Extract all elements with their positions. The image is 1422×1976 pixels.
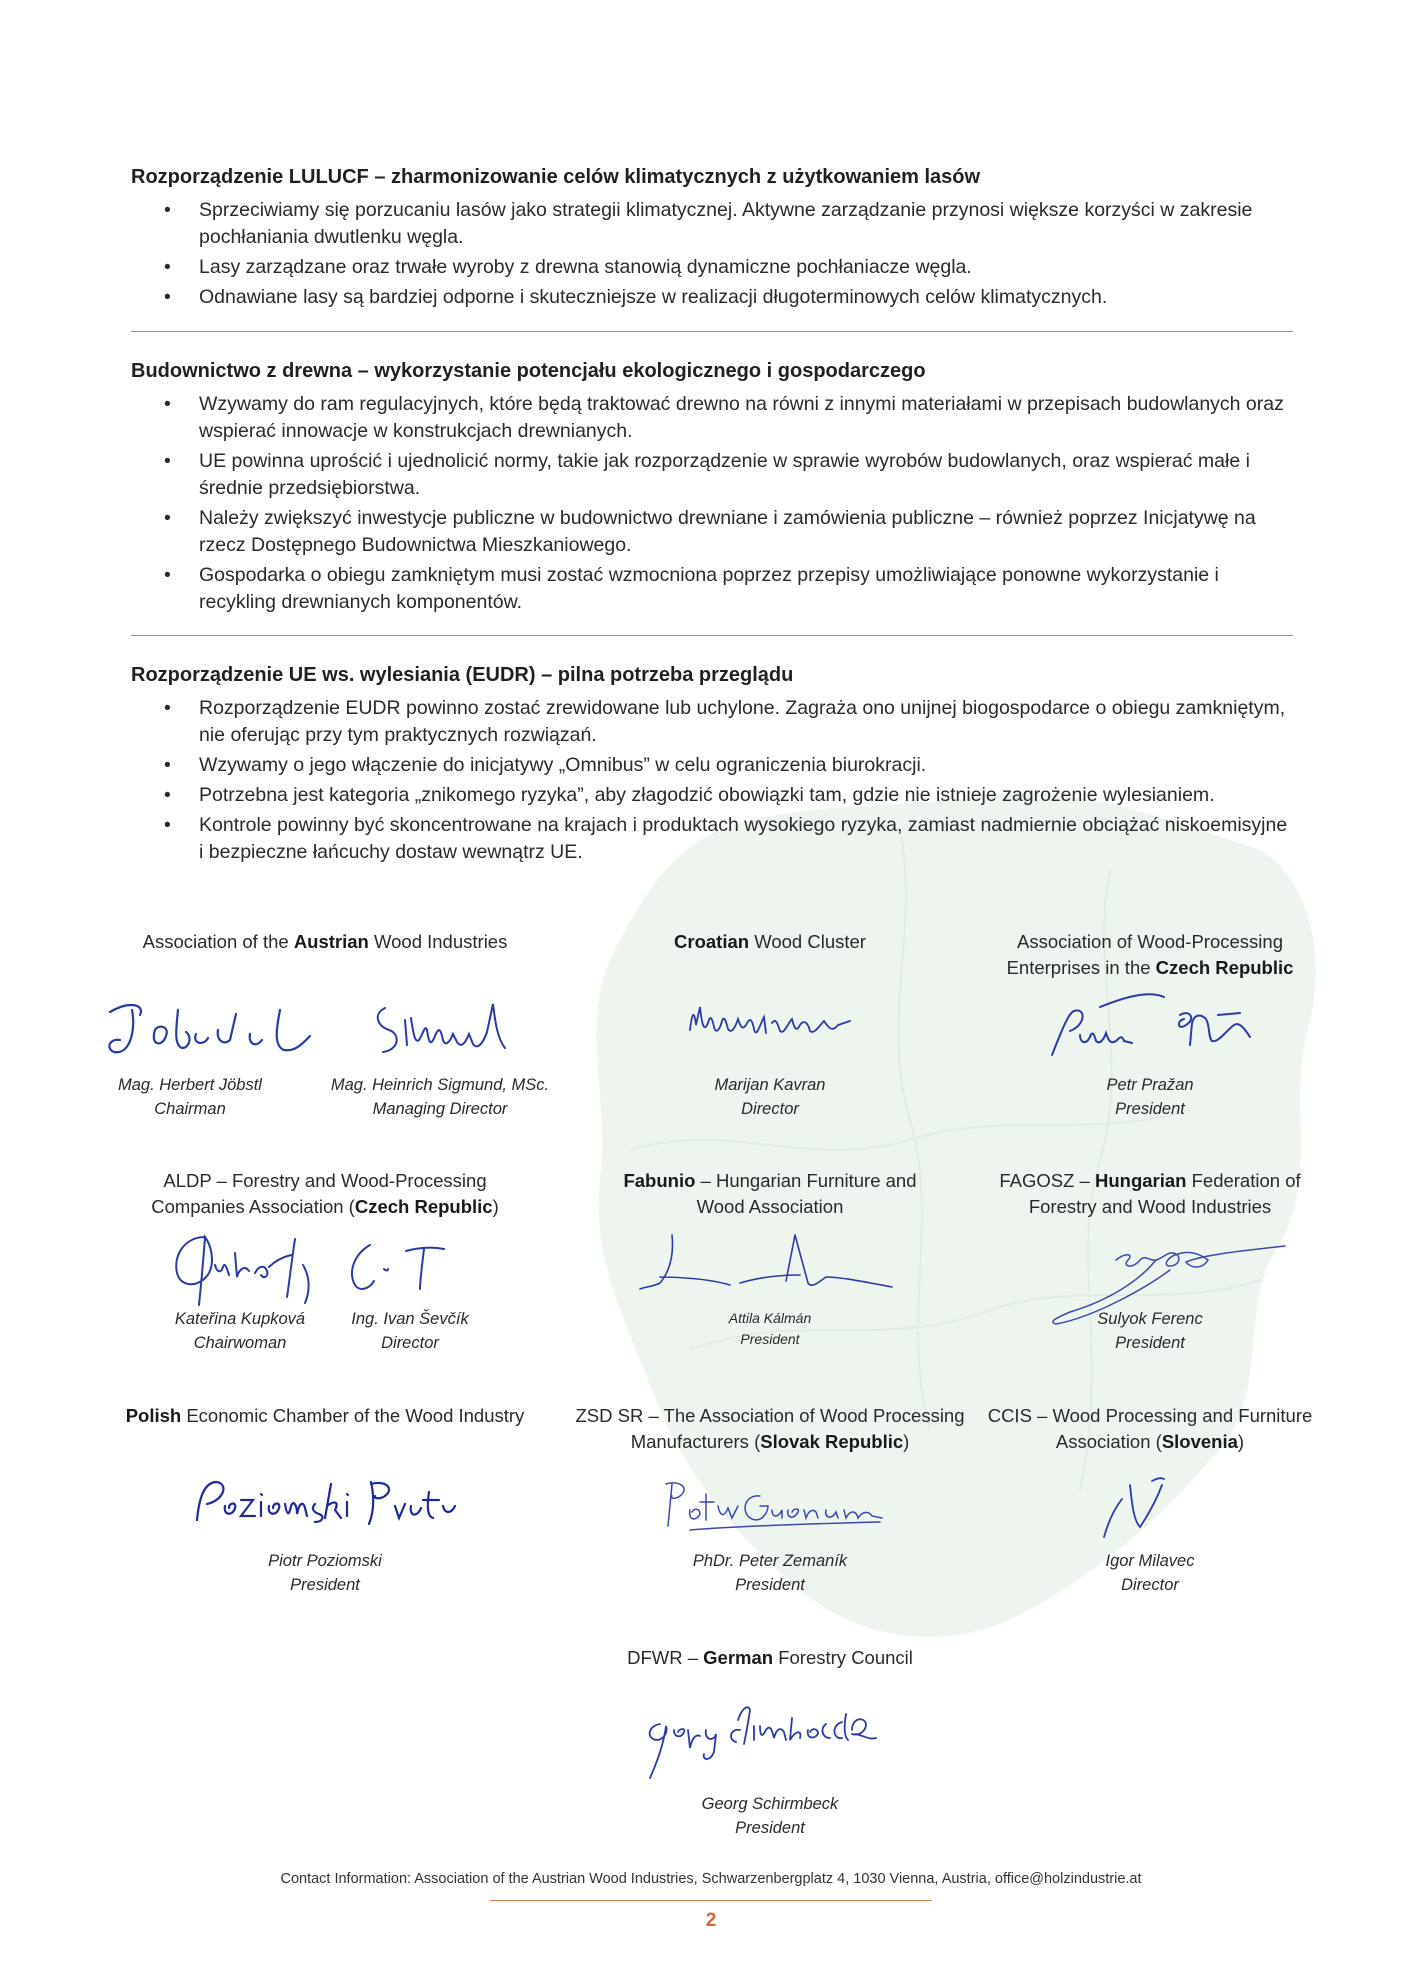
list-item: • Rozporządzenie EUDR powinno zostać zrewidowane lub uchylone. Zagraża ono unijnej biogospodarce o obiegu zamkniętym, nie oferując przy tym praktycznych rozwiązań. [131, 695, 1291, 749]
signatory-name: Ing. Ivan Ševčík [351, 1310, 469, 1328]
divider [131, 635, 1293, 636]
list-item: • Potrzebna jest kategoria „znikomego ryzyka”, aby złagodzić obowiązki tam, gdzie nie istnieje zagrożenie wylesianiem. [131, 782, 1291, 809]
divider [131, 331, 1293, 332]
signatory [1040, 1307, 1260, 1355]
signatory-name: Petr Pražan [1106, 1076, 1194, 1094]
signatory-role: President [290, 1576, 360, 1594]
signatory-role: Director [381, 1334, 439, 1352]
list-item: • Gospodarka o obiegu zamkniętym musi zostać wzmocniona poprzez przepisy umożliwiające ponowne wykorzystanie i recykling drewnianych komponentów. [131, 562, 1291, 616]
section-wood-construction [131, 360, 1291, 619]
bullet-list [131, 695, 1291, 866]
signature-image [100, 990, 320, 1070]
list-item: • Sprzeciwiamy się porzucaniu lasów jako strategii klimatycznej. Aktywne zarządzanie przynosi większe korzyści w zakresie pochłaniania dwutlenku węgla. [131, 197, 1291, 251]
org-austria: Association of the Austrian Wood Industries [142, 931, 508, 952]
signatory-name: Kateřina Kupková [174, 1310, 306, 1328]
signatory [660, 1308, 880, 1350]
signatory-role: Chairman [154, 1100, 226, 1118]
list-item: • Odnawiane lasy są bardziej odporne i skuteczniejsze w realizacji długoterminowych celów klimatycznych. [131, 284, 1291, 311]
divider [490, 1900, 932, 1901]
signatory [320, 1073, 560, 1121]
org-croatia: Croatian Wood Cluster [674, 931, 866, 952]
signatory [660, 1549, 880, 1597]
section-eudr [131, 664, 1291, 869]
list-item: • Wzywamy do ram regulacyjnych, które będą traktować drewno na równi z innymi materiałami w przepisach budowlanych oraz wspierać innowacje w konstrukcjach drewnianych. [131, 391, 1291, 445]
signatory [320, 1307, 500, 1355]
section-title: Budownictwo z drewna – wykorzystanie potencjału ekologicznego i gospodarczego [131, 360, 926, 382]
signatory [660, 1792, 880, 1840]
signatory-name: Mag. Herbert Jöbstl [118, 1076, 262, 1094]
signatory-role: Chairwoman [193, 1334, 287, 1352]
org-slovakia: ZSD SR – The Association of Wood Processing Manufacturers (Slovak Republic) [575, 1405, 965, 1452]
signatory [100, 1073, 280, 1121]
org-slovenia: CCIS – Wood Processing and Furniture Association (Slovenia) [987, 1405, 1313, 1452]
org-poland: Polish Economic Chamber of the Wood Industry [125, 1405, 525, 1426]
org-aldp: ALDP – Forestry and Wood-Processing Companies Association (Czech Republic) [151, 1170, 499, 1217]
signatory-name: Igor Milavec [1105, 1552, 1195, 1570]
signatory [1040, 1549, 1260, 1597]
section-lulucf [131, 166, 1291, 314]
section-title: Rozporządzenie LULUCF – zharmonizowanie celów klimatycznych z użytkowaniem lasów [131, 166, 981, 188]
list-item: • Lasy zarządzane oraz trwałe wyroby z drewna stanowią dynamiczne pochłaniacze węgla. [131, 254, 1291, 281]
signature-image [1090, 1465, 1210, 1545]
signature-image [630, 1225, 900, 1300]
section-title: Rozporządzenie UE ws. wylesiania (EUDR) – pilna potrzeba przeglądu [131, 664, 794, 686]
signature-image [1040, 985, 1270, 1070]
signature-image [680, 995, 860, 1055]
page-number: 2 [705, 1910, 717, 1931]
bullet-list [131, 391, 1291, 616]
signature-image [340, 1225, 460, 1310]
signatory-name: PhDr. Peter Zemaník [692, 1552, 848, 1570]
signatory-name: Mag. Heinrich Sigmund, MSc. [330, 1076, 550, 1094]
org-fagosz: FAGOSZ – Hungarian Federation of Forestry and Wood Industries [999, 1170, 1301, 1217]
signatory-role: Director [1121, 1576, 1179, 1594]
signatory [640, 1073, 900, 1121]
list-item: • Wzywamy o jego włączenie do inicjatywy „Omnibus” w celu ograniczenia biurokracji. [131, 752, 1291, 779]
org-germany: DFWR – German Forestry Council [627, 1647, 913, 1668]
signatory-role: Managing Director [372, 1100, 508, 1118]
contact-information: Contact Information: Association of the Austrian Wood Industries, Schwarzenbergplatz 4, 1030 Vienna, Austria, office@holzindustrie.at [280, 1871, 1142, 1887]
signatory-name: Marijan Kavran [714, 1076, 826, 1094]
signatory-role: President [735, 1819, 805, 1837]
signature-image [185, 1470, 465, 1540]
signature-image [630, 1690, 910, 1790]
signature-image [365, 990, 525, 1070]
list-item: • UE powinna uprościć i ujednolicić normy, takie jak rozporządzenie w sprawie wyrobów budowlanych, oraz wspierać małe i średnie przedsiębiorstwa. [131, 448, 1291, 502]
signatory-role: President [1115, 1100, 1185, 1118]
org-czech-association: Association of Wood-Processing Enterprises in the Czech Republic [1006, 931, 1294, 978]
signatory-role: President [740, 1331, 800, 1347]
signatory-role: Director [741, 1100, 799, 1118]
bullet-list [131, 197, 1291, 311]
list-item: • Kontrole powinny być skoncentrowane na krajach i produktach wysokiego ryzyka, zamiast nadmiernie obciążać niskoemisyjne i bezpieczne łańcuchy dostaw wewnątrz UE. [131, 812, 1291, 866]
signature-image [650, 1470, 890, 1540]
signatory [140, 1307, 340, 1355]
signatory-role: President [1115, 1334, 1185, 1352]
list-item: • Należy zwiększyć inwestycje publiczne w budownictwo drewniane i zamówienia publiczne – również poprzez Inicjatywę na rzecz Dostępnego Budownictwa Mieszkaniowego. [131, 505, 1291, 559]
signatory [1040, 1073, 1260, 1121]
signatory-name: Georg Schirmbeck [701, 1795, 839, 1813]
org-fabunio: Fabunio – Hungarian Furniture and Wood Association [623, 1170, 917, 1217]
signatory-name: Piotr Poziomski [268, 1552, 382, 1570]
signatory-name: Attila Kálmán [728, 1310, 812, 1326]
signatory [225, 1549, 425, 1597]
signature-image [165, 1225, 325, 1310]
signatory-role: President [735, 1576, 805, 1594]
signatory-name: Sulyok Ferenc [1097, 1310, 1203, 1328]
